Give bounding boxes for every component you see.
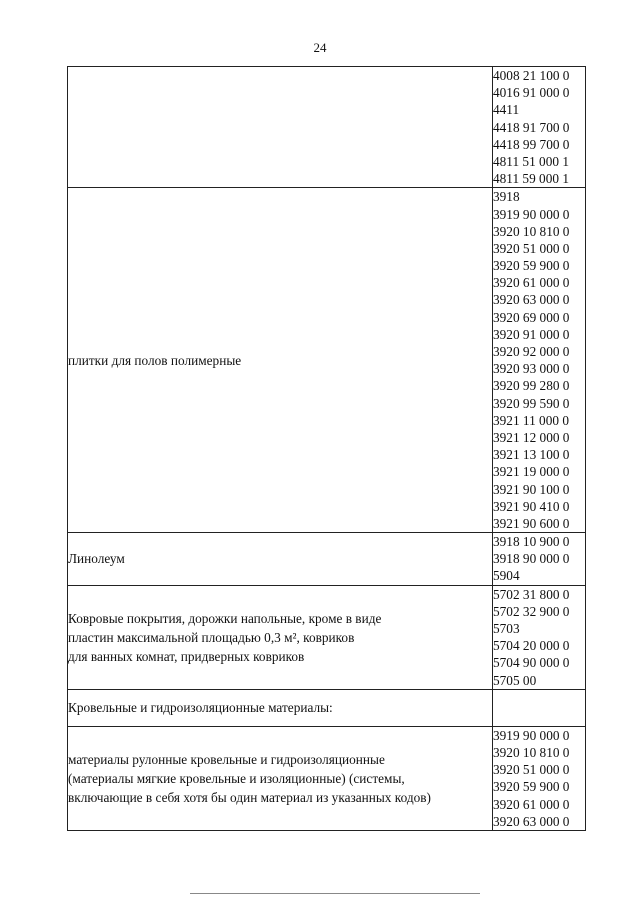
tnved-code: 4411 bbox=[493, 102, 520, 118]
description-line: (материалы мягкие кровельные и изоляционные) (системы, bbox=[68, 770, 405, 786]
tnved-codes-cell bbox=[493, 689, 586, 726]
tnved-code: 3921 12 000 0 bbox=[493, 429, 570, 445]
table-row bbox=[68, 726, 586, 830]
product-description-cell bbox=[68, 188, 493, 533]
tnved-code: 3921 90 600 0 bbox=[493, 515, 570, 531]
description-line: включающие в себя хотя бы один материал из указанных кодов) bbox=[68, 789, 431, 805]
tnved-code: 3920 92 000 0 bbox=[493, 344, 570, 359]
tnved-code: 3920 99 280 0 bbox=[493, 378, 570, 394]
product-description-cell bbox=[68, 67, 493, 188]
table-row bbox=[68, 533, 586, 586]
tnved-code: 3918 10 900 0 bbox=[493, 534, 570, 550]
tnved-codes-cell bbox=[493, 726, 586, 830]
tnved-code: 3920 59 900 0 bbox=[493, 258, 570, 274]
codes-table bbox=[67, 66, 586, 831]
tnved-code: 3920 59 900 0 bbox=[493, 779, 570, 795]
tnved-code: 3920 69 000 0 bbox=[493, 309, 570, 325]
tnved-code: 3920 10 810 0 bbox=[493, 744, 570, 760]
tnved-code: 3918 90 000 0 bbox=[493, 551, 570, 567]
tnved-code: 3920 10 810 0 bbox=[493, 223, 570, 239]
tnved-code: 3920 61 000 0 bbox=[493, 796, 570, 812]
description-line: для ванных комнат, придверных ковриков bbox=[68, 648, 305, 664]
tnved-code: 5702 32 900 0 bbox=[493, 603, 570, 619]
tnved-codes-cell bbox=[493, 533, 586, 586]
tnved-code: 5702 31 800 0 bbox=[493, 586, 570, 602]
tnved-code: 3920 93 000 0 bbox=[493, 361, 570, 377]
tnved-code: 3918 bbox=[493, 189, 520, 205]
tnved-code: 5904 bbox=[493, 568, 520, 584]
table-row bbox=[68, 585, 586, 689]
description-line: материалы рулонные кровельные и гидроизоляционные bbox=[68, 751, 385, 767]
tnved-code: 4811 59 000 1 bbox=[493, 171, 569, 187]
tnved-code: 4016 91 000 0 bbox=[493, 85, 570, 101]
product-description-cell bbox=[68, 689, 493, 726]
tnved-code: 3920 61 000 0 bbox=[493, 275, 570, 291]
tnved-code: 3920 51 000 0 bbox=[493, 762, 570, 778]
description-line: Ковровые покрытия, дорожки напольные, кроме в виде bbox=[68, 610, 382, 626]
product-description-cell bbox=[68, 533, 493, 586]
description-line: Кровельные и гидроизоляционные материалы: bbox=[68, 700, 333, 716]
tnved-code: 3921 90 100 0 bbox=[493, 481, 570, 497]
table-row bbox=[68, 689, 586, 726]
product-description-cell bbox=[68, 726, 493, 830]
tnved-codes-cell bbox=[493, 585, 586, 689]
tnved-code: 3921 19 000 0 bbox=[493, 464, 570, 480]
table-body bbox=[68, 67, 586, 831]
tnved-code: 5704 90 000 0 bbox=[493, 655, 570, 671]
table-row bbox=[68, 188, 586, 533]
description-line: Линолеум bbox=[68, 551, 125, 567]
table-row bbox=[68, 67, 586, 188]
tnved-code: 3919 90 000 0 bbox=[493, 206, 570, 222]
tnved-code: 3921 13 100 0 bbox=[493, 447, 570, 463]
tnved-code: 3920 91 000 0 bbox=[493, 326, 570, 342]
tnved-codes-cell bbox=[493, 188, 586, 533]
description-line: плитки для полов полимерные bbox=[68, 352, 242, 368]
product-description-cell bbox=[68, 585, 493, 689]
tnved-code: 4418 99 700 0 bbox=[493, 136, 570, 152]
tnved-code: 3920 63 000 0 bbox=[493, 813, 570, 829]
page-number: 24 bbox=[313, 40, 327, 55]
tnved-code: 4418 91 700 0 bbox=[493, 119, 570, 135]
tnved-code: 3920 99 590 0 bbox=[493, 395, 570, 411]
tnved-codes-cell bbox=[493, 67, 586, 188]
tnved-code: 4811 51 000 1 bbox=[493, 153, 569, 169]
tnved-code: 3919 90 000 0 bbox=[493, 727, 570, 743]
bottom-rule bbox=[190, 893, 480, 894]
tnved-code: 5704 20 000 0 bbox=[493, 638, 570, 654]
tnved-code: 3921 90 410 0 bbox=[493, 498, 570, 514]
tnved-code: 5705 00 bbox=[493, 672, 537, 688]
tnved-code: 3920 51 000 0 bbox=[493, 240, 570, 256]
tnved-code: 4008 21 100 0 bbox=[493, 68, 570, 83]
description-line: пластин максимальной площадью 0,3 м², ковриков bbox=[68, 629, 355, 645]
tnved-code: 5703 bbox=[493, 621, 520, 636]
tnved-code: 3921 11 000 0 bbox=[493, 412, 569, 428]
tnved-code: 3920 63 000 0 bbox=[493, 292, 570, 308]
